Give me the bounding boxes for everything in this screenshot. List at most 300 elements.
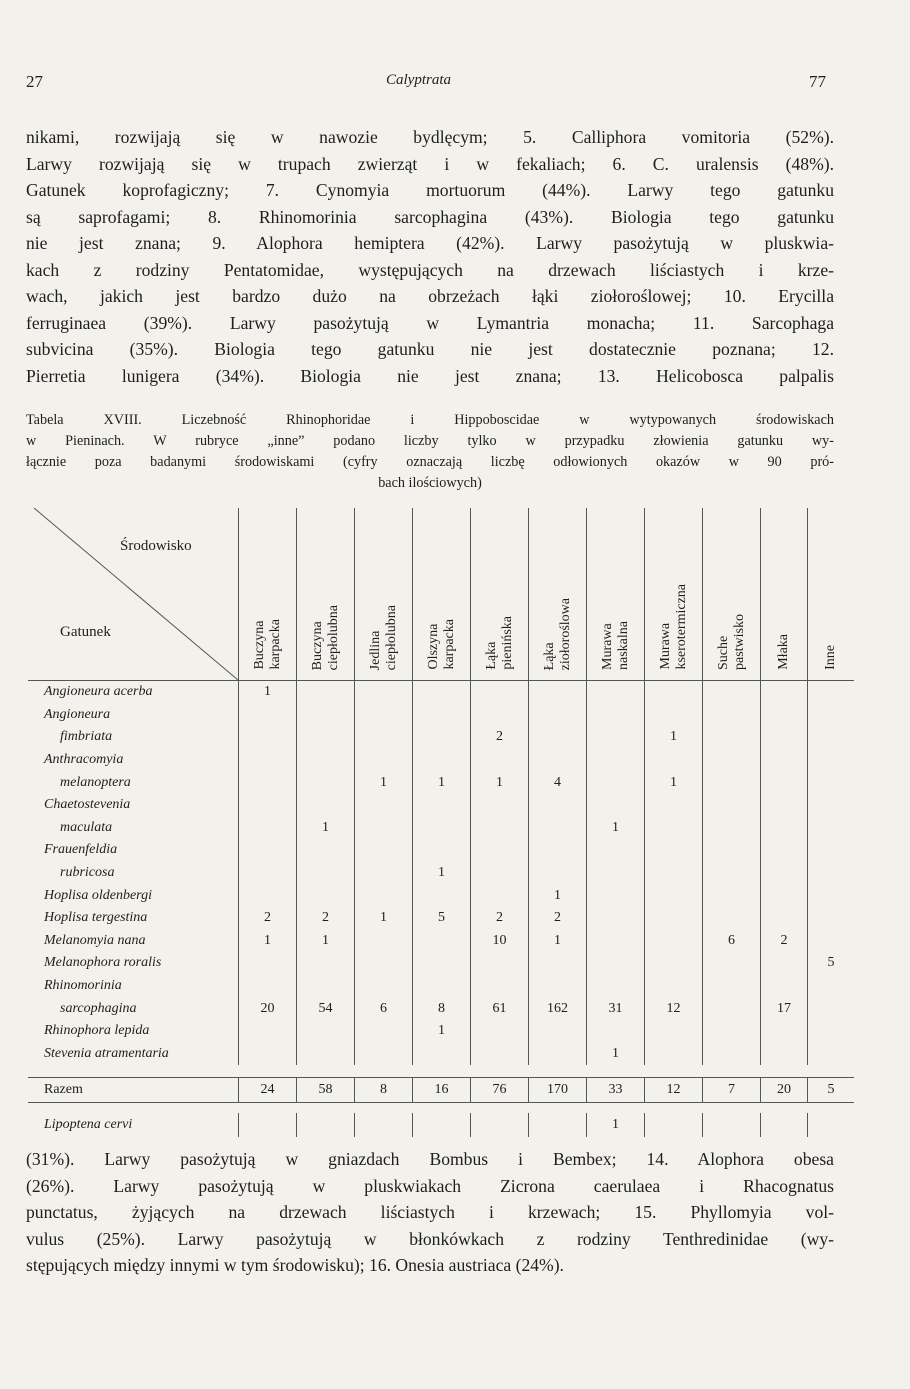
count-cell: [808, 862, 855, 885]
count-cell: [413, 726, 471, 749]
count-cell: [471, 1113, 529, 1137]
count-cell: [703, 952, 761, 975]
count-cell: 1: [239, 930, 297, 953]
count-cell: [703, 794, 761, 817]
count-cell: [761, 817, 808, 840]
count-cell: [645, 884, 703, 907]
table-row: [28, 930, 854, 953]
count-cell: [761, 749, 808, 772]
corner-diagonal-lines: [28, 508, 238, 680]
count-cell: 6: [355, 997, 413, 1020]
column-header-line: Buczyna: [251, 621, 267, 670]
column-header-line: Łąka: [483, 642, 499, 670]
count-cell: [808, 975, 855, 998]
count-cell: [703, 997, 761, 1020]
count-cell: [703, 749, 761, 772]
count-cell: [808, 997, 855, 1020]
count-cell: [808, 1043, 855, 1066]
species-name: maculata: [60, 819, 113, 835]
column-header-line: naskalna: [615, 621, 631, 670]
count-cell: [297, 1043, 355, 1066]
count-cell: [413, 975, 471, 998]
count-cell: [239, 952, 297, 975]
table-header-row: [28, 508, 854, 681]
count-cell: 1: [355, 771, 413, 794]
count-cell: [645, 975, 703, 998]
total-cell: 76: [471, 1078, 529, 1103]
count-cell: 2: [471, 907, 529, 930]
column-header-line: pastwisko: [731, 614, 747, 670]
count-cell: [703, 704, 761, 727]
count-cell: [645, 1043, 703, 1066]
table-row: [28, 952, 854, 975]
column-header: [471, 508, 529, 681]
count-cell: [703, 862, 761, 885]
table-row: [28, 726, 854, 749]
table-row: [28, 1043, 854, 1066]
column-header: [297, 508, 355, 681]
count-cell: [297, 771, 355, 794]
count-cell: [808, 930, 855, 953]
count-cell: [355, 704, 413, 727]
count-cell: [587, 794, 645, 817]
count-cell: [808, 681, 855, 704]
count-cell: [355, 817, 413, 840]
count-cell: [587, 726, 645, 749]
caption-line: Tabela XVIII. Liczebność Rhinophoridae i Hippoboscidae w wytypowanych środowiskach: [26, 412, 834, 428]
count-cell: [355, 681, 413, 704]
count-cell: 1: [413, 771, 471, 794]
species-name: Anthracomyia: [44, 752, 124, 768]
count-cell: [239, 771, 297, 794]
count-cell: [297, 794, 355, 817]
count-cell: 1: [645, 771, 703, 794]
text-line: wach, jakich jest bardzo dużo na obrzeżach łąki ziołoroślowej; 10. Erycilla: [26, 286, 834, 306]
species-name: Frauenfeldia: [44, 842, 118, 858]
count-cell: [808, 794, 855, 817]
count-cell: [297, 975, 355, 998]
count-cell: [297, 1020, 355, 1043]
species-name: Melanomyia nana: [44, 932, 146, 948]
text-line: (26%). Larwy pasożytują w pluskwiakach Zicrona caerulaea i Rhacognatus: [26, 1175, 834, 1196]
table-row: [28, 862, 854, 885]
table-caption: [26, 410, 834, 494]
count-cell: [413, 839, 471, 862]
count-cell: [645, 681, 703, 704]
count-cell: [355, 952, 413, 975]
count-cell: 1: [413, 862, 471, 885]
count-cell: [239, 1113, 297, 1137]
count-cell: 2: [239, 907, 297, 930]
total-cell: 20: [761, 1078, 808, 1103]
count-cell: [355, 749, 413, 772]
count-cell: [761, 975, 808, 998]
column-header-label: [426, 619, 458, 670]
table-row: [28, 907, 854, 930]
count-cell: 31: [587, 997, 645, 1020]
count-cell: [239, 794, 297, 817]
total-cell: 7: [703, 1078, 761, 1103]
table-corner-cell: [28, 508, 239, 681]
count-cell: [239, 839, 297, 862]
count-cell: [413, 952, 471, 975]
count-cell: [471, 884, 529, 907]
count-cell: [761, 884, 808, 907]
total-cell: 24: [239, 1078, 297, 1103]
count-cell: [471, 952, 529, 975]
species-name: Hoplisa tergestina: [44, 910, 148, 926]
column-header-label: [252, 619, 284, 670]
count-cell: [761, 839, 808, 862]
running-header: [26, 72, 826, 94]
count-cell: [761, 771, 808, 794]
species-name: Melanophora roralis: [44, 955, 162, 971]
count-cell: [587, 1020, 645, 1043]
column-header-label: [716, 614, 748, 670]
table-row: [28, 997, 854, 1020]
species-name: Angioneura acerba: [44, 684, 153, 700]
count-cell: [808, 726, 855, 749]
count-cell: [471, 975, 529, 998]
count-cell: [703, 817, 761, 840]
column-header-label: [600, 621, 632, 670]
count-cell: [529, 1020, 587, 1043]
column-header-line: karpacka: [441, 619, 457, 670]
body-text-top: [26, 124, 834, 389]
count-cell: [808, 749, 855, 772]
count-cell: [645, 930, 703, 953]
text-line: kach z rodziny Pentatomidae, występujących na drzewach liściastych i krze-: [26, 259, 834, 280]
count-cell: [471, 839, 529, 862]
body-text-bottom: [26, 1146, 834, 1279]
count-cell: [239, 726, 297, 749]
count-cell: [703, 839, 761, 862]
count-cell: [587, 975, 645, 998]
count-cell: [529, 726, 587, 749]
column-header-line: Inne: [823, 645, 838, 670]
count-cell: [355, 839, 413, 862]
count-cell: [529, 1043, 587, 1066]
count-cell: [703, 1020, 761, 1043]
column-header: [703, 508, 761, 681]
count-cell: [471, 1043, 529, 1066]
count-cell: [529, 862, 587, 885]
species-name: sarcophagina: [60, 1000, 137, 1016]
text-line: Gatunek koprofagiczny; 7. Cynomyia mortuorum (44%). Larwy tego gatunku: [26, 180, 834, 200]
column-header: [355, 508, 413, 681]
page-number-right: 77: [809, 72, 826, 91]
count-cell: [413, 1113, 471, 1137]
count-cell: [808, 817, 855, 840]
count-cell: [471, 862, 529, 885]
running-title: Calyptrata: [386, 72, 452, 88]
count-cell: 1: [239, 681, 297, 704]
count-cell: [297, 704, 355, 727]
count-cell: [808, 884, 855, 907]
count-cell: [761, 1113, 808, 1137]
count-cell: [471, 704, 529, 727]
count-cell: [355, 1113, 413, 1137]
count-cell: [808, 839, 855, 862]
count-cell: [761, 862, 808, 885]
count-cell: [645, 817, 703, 840]
count-cell: 1: [297, 930, 355, 953]
count-cell: [645, 907, 703, 930]
table-row: [28, 1020, 854, 1043]
column-header-label: [823, 645, 839, 670]
count-cell: 54: [297, 997, 355, 1020]
table-spacer: [28, 1065, 854, 1078]
count-cell: [761, 794, 808, 817]
count-cell: 4: [529, 771, 587, 794]
count-cell: [239, 749, 297, 772]
count-cell: 12: [645, 997, 703, 1020]
column-header-line: karpacka: [267, 619, 283, 670]
table-row: [28, 771, 854, 794]
count-cell: 5: [808, 952, 855, 975]
count-cell: [355, 794, 413, 817]
column-header-line: ciepłolubna: [325, 604, 341, 670]
count-cell: [297, 749, 355, 772]
count-cell: [529, 817, 587, 840]
count-cell: [239, 975, 297, 998]
count-cell: [471, 749, 529, 772]
caption-line: bach ilościowych): [378, 475, 482, 491]
count-cell: [587, 862, 645, 885]
column-header-label: [368, 605, 400, 670]
count-cell: [297, 839, 355, 862]
count-cell: [587, 771, 645, 794]
count-cell: [297, 1113, 355, 1137]
text-line: Pierretia lunigera (34%). Biologia nie jest znana; 13. Helicobosca palpalis: [26, 365, 834, 386]
count-cell: [471, 681, 529, 704]
table-row: [28, 704, 854, 727]
count-cell: [355, 726, 413, 749]
count-cell: 1: [587, 1113, 645, 1137]
count-cell: [355, 884, 413, 907]
count-cell: [239, 1020, 297, 1043]
count-cell: [703, 1043, 761, 1066]
count-cell: [529, 749, 587, 772]
count-cell: 1: [587, 817, 645, 840]
caption-line: w Pieninach. W rubryce „inne” podano liczby tylko w przypadku złowienia gatunku wy-: [26, 433, 834, 449]
count-cell: 2: [297, 907, 355, 930]
species-name: Hoplisa oldenbergi: [44, 887, 152, 903]
count-cell: [297, 952, 355, 975]
count-cell: [645, 952, 703, 975]
count-cell: [703, 681, 761, 704]
count-cell: [587, 952, 645, 975]
count-cell: 1: [413, 1020, 471, 1043]
table-wrapper: [28, 508, 854, 1137]
count-cell: 5: [413, 907, 471, 930]
caption-line: łącznie poza badanymi środowiskami (cyfry oznaczają liczbę odłowionych okazów w 90 pró-: [26, 454, 834, 470]
corner-label-environment: Środowisko: [120, 538, 192, 554]
count-cell: [587, 884, 645, 907]
column-header-line: Murawa: [599, 623, 615, 670]
count-cell: [645, 1113, 703, 1137]
count-cell: [413, 681, 471, 704]
table-body: [28, 681, 854, 1138]
column-header-label: [776, 634, 792, 670]
count-cell: 1: [529, 930, 587, 953]
column-header-label: [542, 598, 574, 670]
count-cell: 8: [413, 997, 471, 1020]
count-cell: [587, 704, 645, 727]
count-cell: [355, 930, 413, 953]
column-header-label: [310, 605, 342, 670]
page-number-left: 27: [26, 72, 43, 91]
count-cell: 1: [529, 884, 587, 907]
count-cell: [761, 952, 808, 975]
count-cell: [355, 975, 413, 998]
total-cell: 33: [587, 1078, 645, 1103]
table-row: [28, 681, 854, 704]
total-cell: 12: [645, 1078, 703, 1103]
count-cell: 10: [471, 930, 529, 953]
species-name: melanoptera: [60, 774, 131, 790]
count-cell: [703, 726, 761, 749]
count-cell: [529, 794, 587, 817]
count-cell: 1: [355, 907, 413, 930]
count-cell: [761, 704, 808, 727]
count-cell: [587, 839, 645, 862]
count-cell: [413, 749, 471, 772]
total-cell: 8: [355, 1078, 413, 1103]
text-line: są saprofagami; 8. Rhinomorinia sarcophagina (43%). Biologia tego gatunku: [26, 206, 834, 227]
total-cell: 58: [297, 1078, 355, 1103]
count-cell: [761, 907, 808, 930]
count-cell: [529, 975, 587, 998]
count-cell: [239, 1043, 297, 1066]
count-cell: [645, 794, 703, 817]
count-cell: [529, 1113, 587, 1137]
count-cell: [645, 1020, 703, 1043]
count-cell: 17: [761, 997, 808, 1020]
table-row: [28, 839, 854, 862]
totals-row: [28, 1078, 854, 1103]
count-cell: [761, 1043, 808, 1066]
species-name: Rhinophora lepida: [44, 1023, 150, 1039]
species-name: Chaetostevenia: [44, 797, 131, 813]
total-cell: 170: [529, 1078, 587, 1103]
column-header-line: Jedlina: [367, 630, 383, 670]
count-cell: [529, 704, 587, 727]
species-name: Rhinomorinia: [44, 978, 122, 994]
count-cell: [413, 794, 471, 817]
count-cell: [587, 749, 645, 772]
count-cell: [808, 704, 855, 727]
count-cell: 1: [587, 1043, 645, 1066]
count-cell: [239, 862, 297, 885]
count-cell: [808, 907, 855, 930]
species-name: Stevenia atramentaria: [44, 1045, 169, 1061]
column-header-line: ciepłolubna: [383, 604, 399, 670]
column-header-line: kserotermiczna: [673, 584, 689, 670]
table-row: [28, 794, 854, 817]
count-cell: [703, 975, 761, 998]
column-header: [413, 508, 471, 681]
column-header-line: Olszyna: [425, 624, 441, 670]
count-cell: [239, 884, 297, 907]
column-header: [761, 508, 808, 681]
column-header-line: Murawa: [657, 623, 673, 670]
count-cell: [297, 862, 355, 885]
count-cell: [587, 681, 645, 704]
column-header: [239, 508, 297, 681]
count-cell: [413, 817, 471, 840]
text-line: (31%). Larwy pasożytują w gniazdach Bombus i Bembex; 14. Alophora obesa: [26, 1149, 834, 1169]
column-header-line: Łąka: [541, 642, 557, 670]
count-cell: [703, 907, 761, 930]
column-header-line: Młaka: [776, 634, 791, 670]
count-cell: [355, 1020, 413, 1043]
count-cell: [413, 884, 471, 907]
count-cell: [297, 726, 355, 749]
count-cell: [297, 884, 355, 907]
column-header: [645, 508, 703, 681]
table-spacer: [28, 1103, 854, 1114]
column-header-line: Buczyna: [309, 621, 325, 670]
totals-label: Razem: [28, 1078, 239, 1103]
column-header: [808, 508, 855, 681]
count-cell: [808, 771, 855, 794]
count-cell: [587, 907, 645, 930]
count-cell: [808, 1113, 855, 1137]
count-cell: [239, 817, 297, 840]
column-header-line: ziołoroślowa: [557, 597, 573, 670]
count-cell: [761, 681, 808, 704]
count-cell: [297, 681, 355, 704]
count-cell: [645, 839, 703, 862]
text-line: Larwy rozwijają się w trupach zwierząt i w fekaliach; 6. C. uralensis (48%).: [26, 153, 834, 174]
count-cell: [471, 1020, 529, 1043]
count-cell: [761, 726, 808, 749]
text-line: vulus (25%). Larwy pasożytują w błonkówkach z rodziny Tenthredinidae (wy-: [26, 1228, 834, 1249]
count-cell: [808, 1020, 855, 1043]
count-cell: [471, 794, 529, 817]
count-cell: [645, 862, 703, 885]
count-cell: 2: [471, 726, 529, 749]
text-line: nie jest znana; 9. Alophora hemiptera (42%). Larwy pasożytują w pluskwia-: [26, 233, 834, 253]
count-cell: [413, 704, 471, 727]
count-cell: [413, 930, 471, 953]
count-cell: [761, 1020, 808, 1043]
count-cell: [355, 1043, 413, 1066]
column-header: [529, 508, 587, 681]
column-header-label: [658, 584, 690, 670]
table-row: [28, 817, 854, 840]
count-cell: 2: [529, 907, 587, 930]
count-cell: 1: [297, 817, 355, 840]
column-header-label: [484, 616, 516, 670]
count-cell: 1: [471, 771, 529, 794]
text-line: nikami, rozwijają się w nawozie bydlęcym; 5. Calliphora vomitoria (52%).: [26, 127, 834, 147]
count-cell: 2: [761, 930, 808, 953]
count-cell: [645, 704, 703, 727]
count-cell: [645, 749, 703, 772]
count-cell: 6: [703, 930, 761, 953]
count-cell: [703, 884, 761, 907]
table-row: [28, 975, 854, 998]
column-header-line: Suche: [715, 635, 731, 670]
count-cell: [355, 862, 413, 885]
corner-label-species: Gatunek: [60, 624, 111, 640]
species-name: Angioneura: [44, 706, 111, 722]
column-header: [587, 508, 645, 681]
species-name: Lipoptena cervi: [44, 1117, 133, 1133]
count-cell: 162: [529, 997, 587, 1020]
